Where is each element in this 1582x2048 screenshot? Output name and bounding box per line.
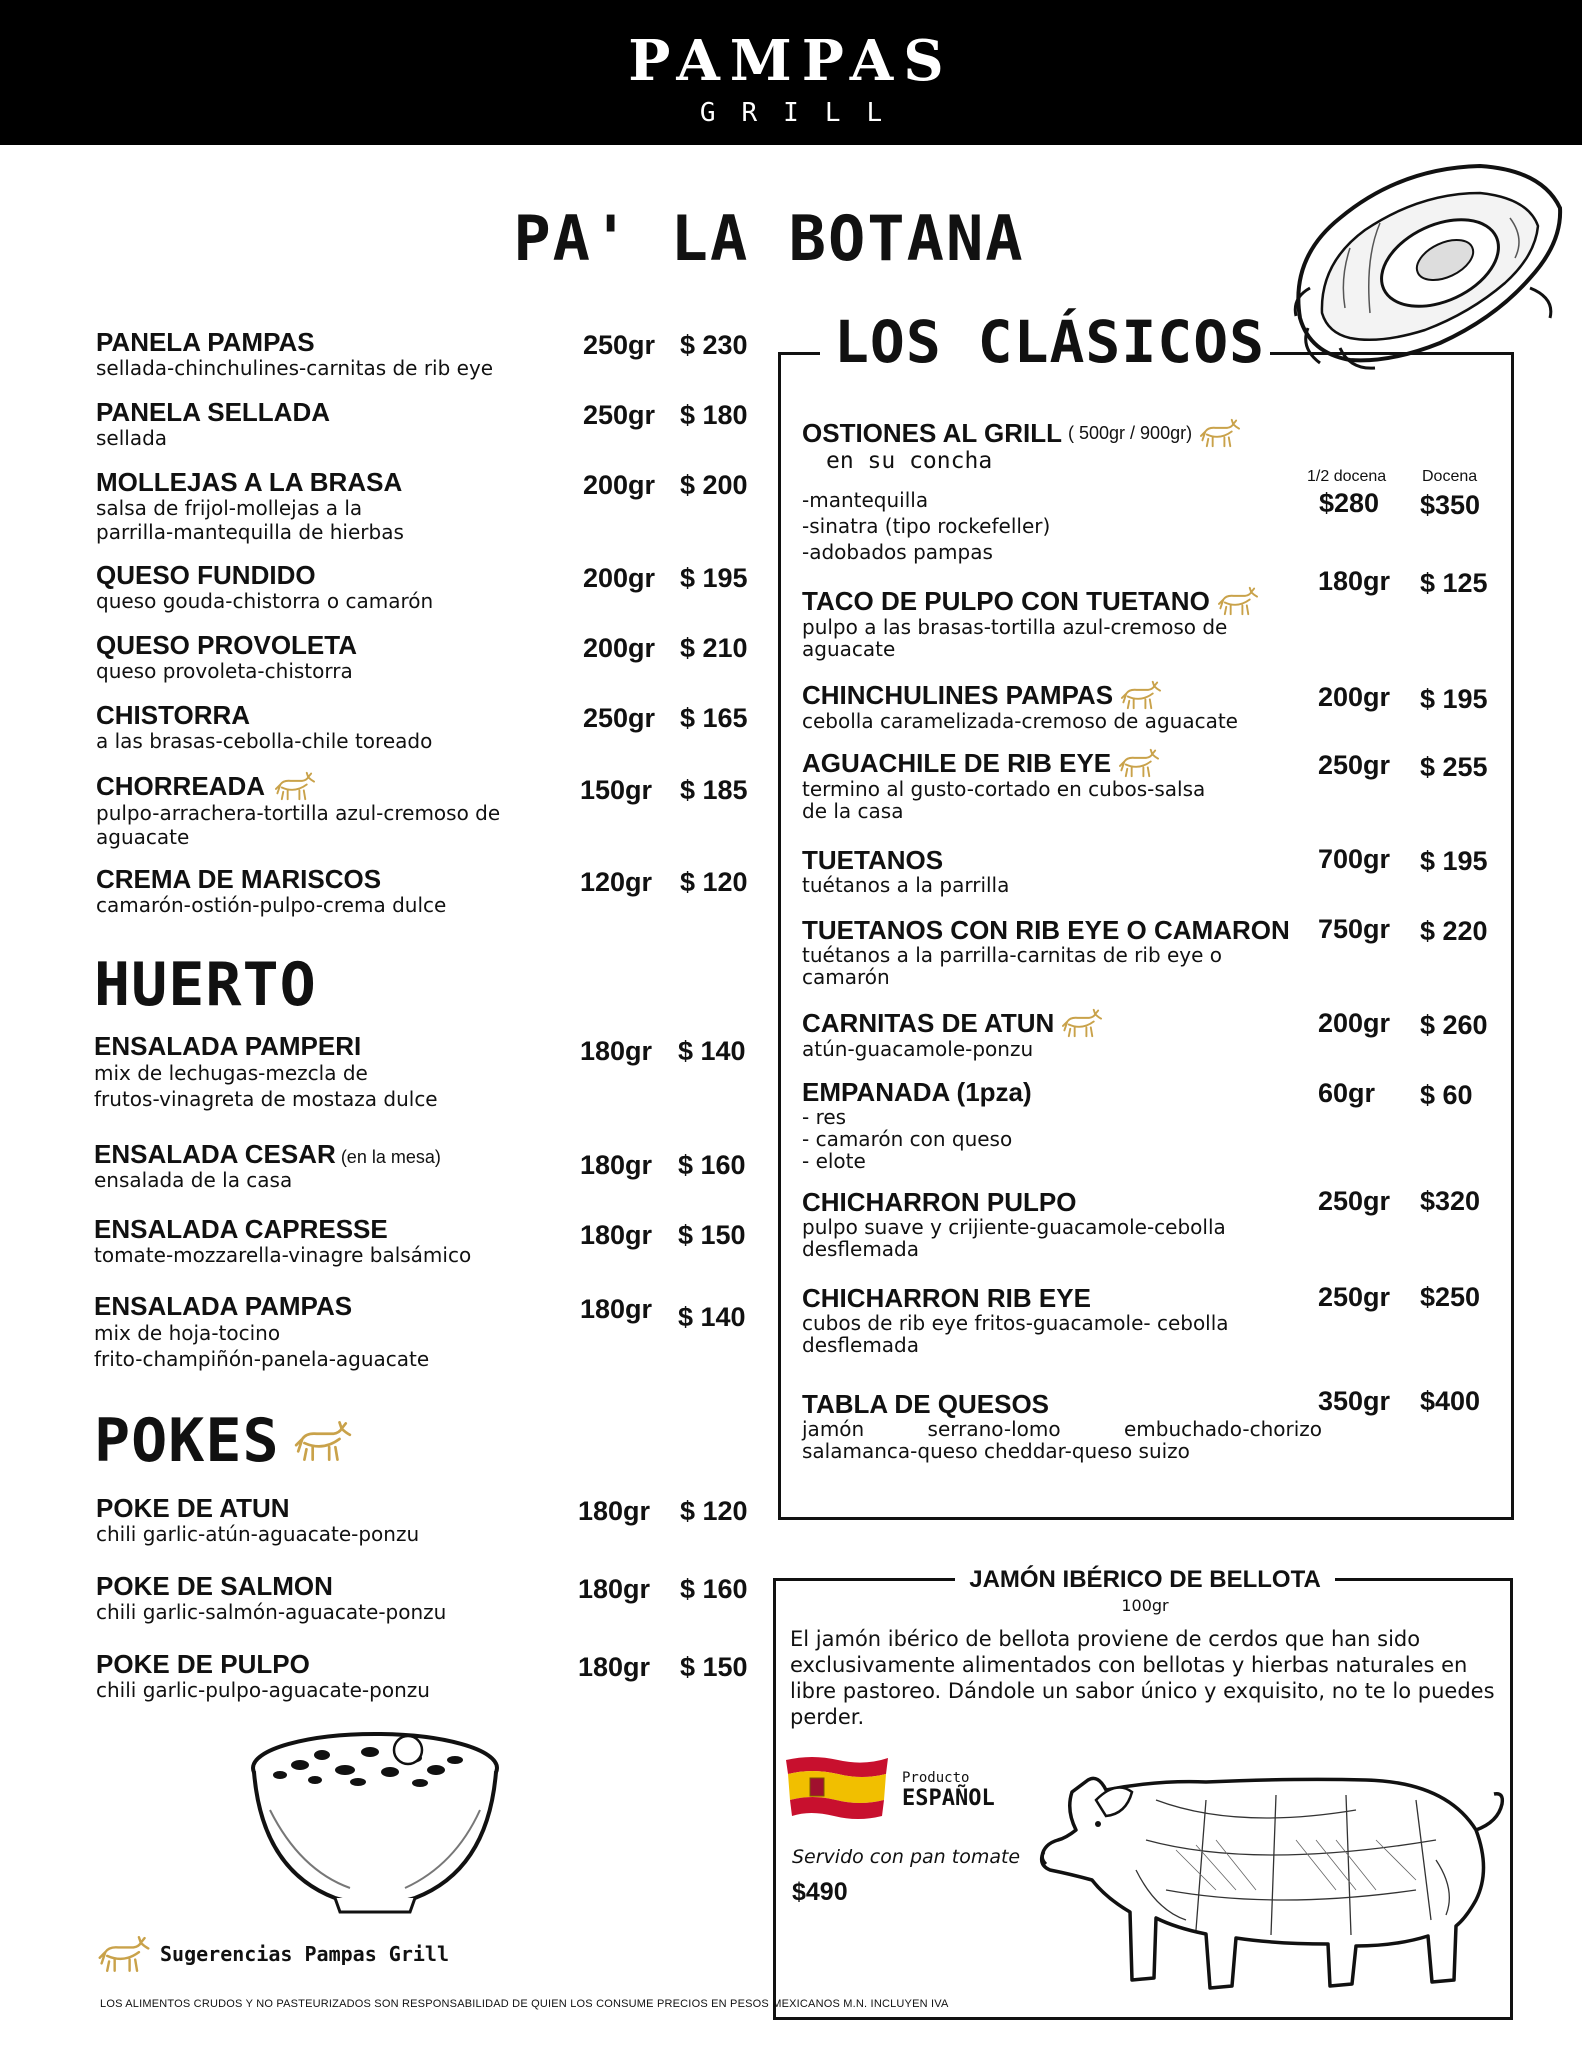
brand-logo: PAMPAS bbox=[628, 28, 954, 94]
ostiones-option: -sinatra (tipo rockefeller) bbox=[802, 514, 1051, 538]
item-weight: 200gr bbox=[1318, 682, 1391, 712]
menu-item bbox=[96, 631, 357, 683]
item-name: CHINCHULINES PAMPAS bbox=[802, 680, 1114, 710]
menu-item bbox=[802, 748, 1322, 822]
item-weight: 250gr bbox=[1318, 750, 1391, 780]
item-description: jamón serrano-lomo embuchado-chorizo bbox=[802, 1417, 1322, 1441]
menu-item-ostiones bbox=[802, 418, 1362, 564]
item-price: $ 160 bbox=[678, 1150, 746, 1180]
jamon-title: JAMÓN IBÉRICO DE BELLOTA bbox=[955, 1566, 1335, 1594]
item-price: $ 260 bbox=[1420, 1010, 1488, 1040]
item-description: camarón-ostión-pulpo-crema dulce bbox=[96, 893, 447, 917]
menu-item bbox=[94, 1032, 438, 1112]
jamon-weight: 100gr bbox=[1121, 1596, 1169, 1615]
item-weight: 700gr bbox=[1318, 844, 1391, 874]
item-name: QUESO PROVOLETA bbox=[96, 630, 357, 660]
menu-item bbox=[802, 1008, 1322, 1060]
poke-bowl-illustration bbox=[240, 1720, 510, 1920]
menu-item bbox=[94, 1215, 471, 1267]
item-note: (en la mesa) bbox=[340, 1147, 441, 1167]
item-name: EMPANADA (1pza) bbox=[802, 1077, 1032, 1107]
pig-illustration bbox=[1036, 1740, 1516, 2002]
item-weight: 750gr bbox=[1318, 914, 1391, 944]
item-description: tuétanos a la parrilla-carnitas de rib eye o bbox=[802, 943, 1223, 967]
item-description: desflemada bbox=[802, 1237, 920, 1261]
item-description: queso gouda-chistorra o camarón bbox=[96, 589, 434, 613]
item-name: ENSALADA PAMPAS bbox=[94, 1291, 353, 1321]
bull-icon bbox=[1216, 586, 1260, 616]
footer-disclaimer: LOS ALIMENTOS CRUDOS Y NO PASTEURIZADOS SON RESPONSABILIDAD DE QUIEN LOS CONSUME PRECIOS EN PESOS MEXICANOS M.N. INCLUYEN IVA bbox=[100, 1998, 949, 2010]
item-description: tuétanos a la parrilla bbox=[802, 873, 1010, 897]
item-name: TACO DE PULPO CON TUETANO bbox=[802, 586, 1210, 616]
item-name: TUETANOS CON RIB EYE O CAMARON bbox=[802, 915, 1290, 945]
menu-item bbox=[802, 1390, 1322, 1462]
item-description: - camarón con queso bbox=[802, 1127, 1013, 1151]
item-name: POKE DE ATUN bbox=[96, 1493, 290, 1523]
ostiones-option: -mantequilla bbox=[802, 488, 929, 512]
item-description: - res bbox=[802, 1105, 847, 1129]
menu-item bbox=[96, 701, 432, 753]
item-description: desflemada bbox=[802, 1333, 920, 1357]
legend-label: Sugerencias Pampas Grill bbox=[160, 1942, 449, 1966]
item-price: $400 bbox=[1420, 1386, 1481, 1416]
page-title: PA' LA BOTANA bbox=[513, 202, 1025, 275]
item-weight: 200gr bbox=[583, 633, 656, 663]
item-weight: 150gr bbox=[580, 775, 653, 805]
item-name: MOLLEJAS A LA BRASA bbox=[96, 467, 403, 497]
item-weight: 120gr bbox=[580, 867, 653, 897]
item-price: $ 60 bbox=[1420, 1080, 1473, 1110]
item-name: ENSALADA CAPRESSE bbox=[94, 1214, 388, 1244]
item-name: POKE DE PULPO bbox=[96, 1649, 310, 1679]
item-price: $ 150 bbox=[678, 1220, 746, 1250]
menu-item bbox=[96, 468, 404, 544]
item-price: $ 210 bbox=[680, 633, 748, 663]
item-price: $ 120 bbox=[680, 867, 748, 897]
producto-label: Producto bbox=[902, 1770, 970, 1786]
item-weight: 250gr bbox=[1318, 1282, 1391, 1312]
item-weight: 180gr bbox=[578, 1574, 651, 1604]
item-weight: 60gr bbox=[1318, 1078, 1376, 1108]
menu-item bbox=[802, 1188, 1322, 1260]
item-weight: 180gr bbox=[578, 1652, 651, 1682]
item-price: $ 140 bbox=[678, 1036, 746, 1066]
item-name: CREMA DE MARISCOS bbox=[96, 864, 382, 894]
menu-item bbox=[96, 1494, 419, 1546]
bull-icon bbox=[1060, 1008, 1104, 1038]
item-price: $ 150 bbox=[680, 1652, 748, 1682]
item-description: mix de hoja-tocino bbox=[94, 1321, 281, 1345]
item-description: ensalada de la casa bbox=[94, 1168, 293, 1192]
menu-item bbox=[802, 586, 1322, 660]
item-description: frutos-vinagreta de mostaza dulce bbox=[94, 1087, 438, 1111]
item-weight: 180gr bbox=[578, 1496, 651, 1526]
section-title-pokes: POKES bbox=[94, 1406, 280, 1476]
item-description: de la casa bbox=[802, 799, 904, 823]
menu-item bbox=[802, 846, 1322, 896]
item-description: camarón bbox=[802, 965, 890, 989]
item-price: $ 180 bbox=[680, 400, 748, 430]
bull-icon bbox=[1117, 748, 1161, 778]
price-col-label: Docena bbox=[1422, 468, 1478, 485]
item-description: salsa de frijol-mollejas a la bbox=[96, 496, 363, 520]
item-weight: 250gr bbox=[1318, 1186, 1391, 1216]
jamon-price: $490 bbox=[792, 1878, 848, 1906]
item-description: aguacate bbox=[802, 637, 896, 661]
item-price: $350 bbox=[1420, 490, 1481, 520]
item-description: pulpo-arrachera-tortilla azul-cremoso de bbox=[96, 801, 501, 825]
item-name: TUETANOS bbox=[802, 845, 944, 875]
item-price: $ 120 bbox=[680, 1496, 748, 1526]
item-description: salamanca-queso cheddar-queso suizo bbox=[802, 1439, 1190, 1463]
section-title-clasicos: LOS CLÁSICOS bbox=[834, 308, 1266, 376]
menu-item bbox=[802, 1078, 1322, 1172]
item-description: aguacate bbox=[96, 825, 190, 849]
item-price: $ 230 bbox=[680, 330, 748, 360]
item-weight: 200gr bbox=[583, 470, 656, 500]
item-description: sellada-chinchulines-carnitas de rib eye bbox=[96, 356, 494, 380]
item-name: CHORREADA bbox=[96, 771, 265, 801]
item-price: $ 165 bbox=[680, 703, 748, 733]
item-weight: 250gr bbox=[583, 400, 656, 430]
item-weight: 180gr bbox=[580, 1036, 653, 1066]
item-description: chili garlic-atún-aguacate-ponzu bbox=[96, 1522, 420, 1546]
bull-icon bbox=[1119, 680, 1163, 710]
item-description: mix de lechugas-mezcla de bbox=[94, 1061, 368, 1085]
item-price: $250 bbox=[1420, 1282, 1481, 1312]
item-price: $280 bbox=[1319, 488, 1380, 518]
item-name: ENSALADA PAMPERI bbox=[94, 1031, 362, 1061]
jamon-description: El jamón ibérico de bellota proviene de cerdos que han sido exclusivamente alimentados con bellotas y hierbas naturales en libre pastoreo. Dándole un sabor único y exquisito, no te lo puedes perder. bbox=[790, 1627, 1495, 1729]
menu-item bbox=[802, 1284, 1322, 1356]
ostiones-option: -adobados pampas bbox=[802, 540, 993, 564]
item-name: POKE DE SALMON bbox=[96, 1571, 333, 1601]
item-description: atún-guacamole-ponzu bbox=[802, 1037, 1034, 1061]
pokes-heading bbox=[94, 1406, 354, 1476]
item-weight: 250gr bbox=[583, 330, 656, 360]
bull-icon bbox=[273, 771, 317, 801]
item-description: parrilla-mantequilla de hierbas bbox=[96, 520, 404, 544]
item-name: OSTIONES AL GRILL bbox=[802, 418, 1063, 448]
item-name: CHISTORRA bbox=[96, 700, 251, 730]
item-weight: 350gr bbox=[1318, 1386, 1391, 1416]
item-price: $ 195 bbox=[1420, 846, 1488, 876]
item-name: CHICHARRON RIB EYE bbox=[802, 1283, 1091, 1313]
item-name: AGUACHILE DE RIB EYE bbox=[802, 748, 1112, 778]
espanol-label: ESPAÑOL bbox=[902, 1786, 995, 1811]
item-description: a las brasas-cebolla-chile toreado bbox=[96, 729, 433, 753]
menu-item bbox=[94, 1292, 429, 1372]
item-description: sellada bbox=[96, 426, 168, 450]
item-description: chili garlic-pulpo-aguacate-ponzu bbox=[96, 1678, 430, 1702]
item-description: - elote bbox=[802, 1149, 866, 1173]
item-weight: 180gr bbox=[580, 1150, 653, 1180]
price-col-label: 1/2 docena bbox=[1307, 468, 1387, 485]
item-price: $ 220 bbox=[1420, 916, 1488, 946]
item-description: pulpo a las brasas-tortilla azul-cremoso de bbox=[802, 615, 1228, 639]
item-description: frito-champiñón-panela-aguacate bbox=[94, 1347, 430, 1371]
frame-line bbox=[778, 352, 820, 355]
item-description: chili garlic-salmón-aguacate-ponzu bbox=[96, 1600, 447, 1624]
item-price: $ 160 bbox=[680, 1574, 748, 1604]
menu-item bbox=[96, 561, 433, 613]
menu-item bbox=[96, 865, 446, 917]
item-description: cebolla caramelizada-cremoso de aguacate bbox=[802, 709, 1238, 733]
item-price: $ 255 bbox=[1420, 752, 1488, 782]
item-price: $ 140 bbox=[678, 1302, 746, 1332]
menu-item bbox=[96, 328, 493, 380]
item-price: $ 185 bbox=[680, 775, 748, 805]
item-description: tomate-mozzarella-vinagre balsámico bbox=[94, 1243, 472, 1267]
spain-flag-icon bbox=[782, 1752, 892, 1822]
item-price: $ 195 bbox=[1420, 684, 1488, 714]
jamon-servido: Servido con pan tomate bbox=[792, 1846, 1021, 1868]
item-subtitle: en su concha bbox=[826, 448, 993, 474]
menu-item bbox=[802, 680, 1322, 732]
legend bbox=[96, 1934, 449, 1974]
menu-item bbox=[94, 1140, 441, 1192]
menu-item bbox=[96, 1572, 446, 1624]
menu-item bbox=[96, 398, 330, 450]
brand-logo-sub: GRILL bbox=[699, 98, 909, 128]
menu-item bbox=[96, 771, 500, 849]
bull-icon bbox=[1198, 418, 1242, 448]
bull-icon bbox=[96, 1934, 152, 1974]
item-name: CARNITAS DE ATUN bbox=[802, 1008, 1055, 1038]
menu-item bbox=[96, 1650, 430, 1702]
item-name: ENSALADA CESAR bbox=[94, 1139, 336, 1169]
item-name: PANELA PAMPAS bbox=[96, 327, 315, 357]
item-weight: 250gr bbox=[583, 703, 656, 733]
item-name: QUESO FUNDIDO bbox=[96, 560, 316, 590]
item-weight: 180gr bbox=[1318, 566, 1391, 596]
item-description: pulpo suave y crijiente-guacamole-cebolla bbox=[802, 1215, 1226, 1239]
bull-icon bbox=[292, 1419, 354, 1463]
item-weight: 200gr bbox=[1318, 1008, 1391, 1038]
item-price: $ 125 bbox=[1420, 568, 1488, 598]
item-name: CHICHARRON PULPO bbox=[802, 1187, 1077, 1217]
item-price: $320 bbox=[1420, 1186, 1481, 1216]
menu-item bbox=[802, 916, 1322, 988]
item-description: cubos de rib eye fritos-guacamole- cebolla bbox=[802, 1311, 1229, 1335]
item-note: ( 500gr / 900gr) bbox=[1068, 422, 1193, 443]
item-price: $ 200 bbox=[680, 470, 748, 500]
item-price: $ 195 bbox=[680, 563, 748, 593]
item-description: queso provoleta-chistorra bbox=[96, 659, 353, 683]
frame-line bbox=[1270, 352, 1514, 355]
item-name: PANELA SELLADA bbox=[96, 397, 330, 427]
section-title-huerto: HUERTO bbox=[94, 950, 317, 1020]
item-weight: 180gr bbox=[580, 1294, 653, 1324]
item-description: termino al gusto-cortado en cubos-salsa bbox=[802, 777, 1206, 801]
item-name: TABLA DE QUESOS bbox=[802, 1389, 1050, 1419]
item-weight: 200gr bbox=[583, 563, 656, 593]
item-weight: 180gr bbox=[580, 1220, 653, 1250]
